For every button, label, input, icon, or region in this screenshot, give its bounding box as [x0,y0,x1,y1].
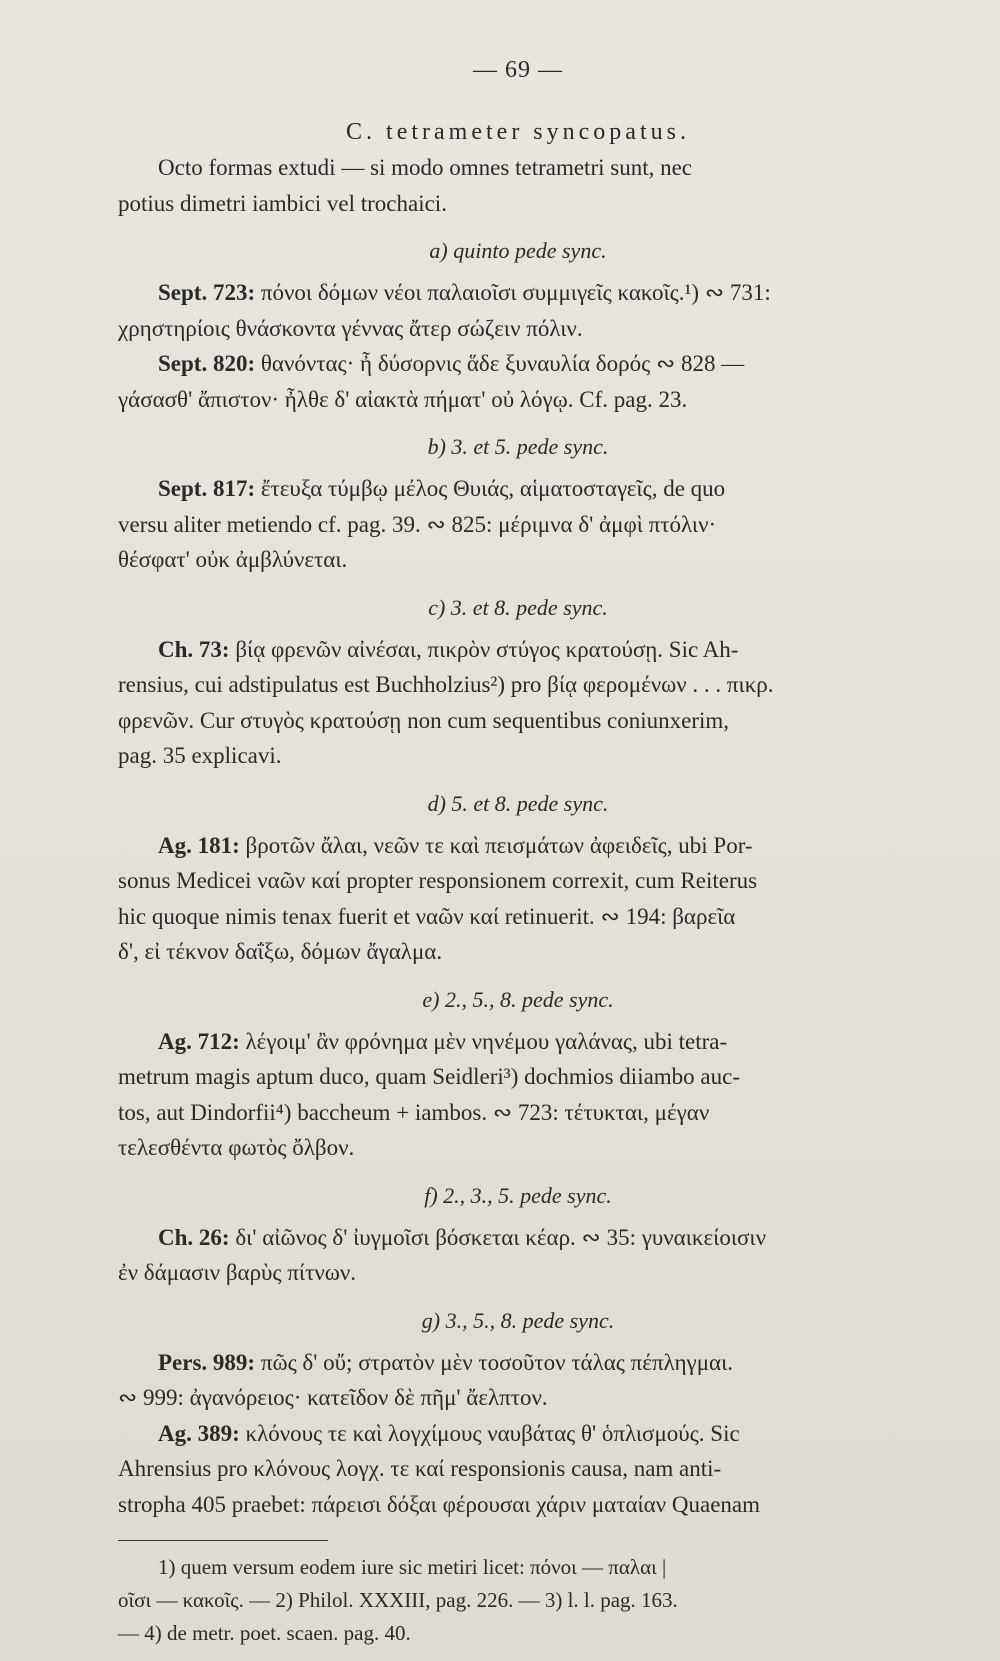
line-text: γάσασθ' ἄπιστον· ἦλθε δ' αἰακτὰ πήματ' οὐ λόγῳ. Cf. pag. 23. [118,386,688,412]
line-text: sonus Medicei ναῶν καί propter responsionem correxit, cum Reiterus [118,868,758,893]
text-line [118,703,918,739]
text-line [118,1220,918,1256]
verse-reference: Pers. 989: [158,1349,256,1375]
text-line [118,346,918,382]
line-text: πόνοι δόμων νέοι παλαιοῖσι συμμιγεῖς κακοῖς.¹) ∾ 731: [255,280,771,305]
text-line [118,1130,918,1166]
text-line [118,275,918,311]
text-line [118,667,918,703]
text-line [118,1095,918,1131]
subsection [118,1178,918,1291]
footnote-line: οῖσι — κακοῖς. — 2) Philol. XXXIII, pag. 226. — 3) l. l. pag. 163. [118,1588,678,1612]
line-text: ἐν δάμασιν βαρὺς πίτνων. [118,1260,357,1285]
text-line [118,1024,918,1060]
subsection [118,590,918,774]
line-text: βροτῶν ἄλαι, νεῶν τε καὶ πεισμάτων ἀφειδεῖς, ubi Por- [239,832,753,858]
line-text: βίᾳ φρενῶν αἰνέσαι, πικρὸν στύγος κρατούσῃ. Sic Ah- [229,636,739,662]
subsection [118,233,918,417]
page-text [118,50,918,1650]
text-line [118,382,918,418]
line-text: rensius, cui adstipulatus est Buchholzius²) pro βίᾳ φερομένων . . . πικρ. [118,672,774,697]
verse-reference: Sept. 723: [158,280,256,305]
text-line [118,632,918,668]
verse-reference: Ch. 73: [158,636,230,662]
subsection-heading: d) 5. et 8. pede sync. [427,790,609,816]
subsection [118,982,918,1166]
line-text: θέσφατ' οὐκ ἀμβλύνεται. [118,547,348,572]
subsection-heading: e) 2., 5., 8. pede sync. [422,986,614,1012]
text-line [118,1451,918,1487]
subsections [118,233,918,1522]
text-line [118,471,918,507]
subsection-heading: b) 3. et 5. pede sync. [427,434,609,459]
text-line [118,738,918,774]
subsection [118,786,918,970]
text-line [118,507,918,543]
subsection [118,1303,918,1523]
text-line [118,1416,918,1452]
line-text: metrum magis aptum duco, quam Seidleri³) dochmios diiambo auc- [118,1064,741,1089]
line-text: tos, aut Dindorfii⁴) baccheum + iambos. ∾ 723: τέτυκται, μέγαν [118,1099,710,1125]
text-line [118,828,918,864]
section-title: C. tetrameter syncopatus. [346,119,690,145]
line-text: pag. 35 explicavi. [118,743,282,768]
line-text: δ', εἰ τέκνον δαΐξω, δόμων ἄγαλμα. [118,939,443,964]
intro-line: Octo formas extudi — si modo omnes tetrametri sunt, nec [158,155,692,180]
line-text: χρηστηρίοις θνάσκοντα γέννας ἄτερ σώζειν πόλιν. [118,315,583,341]
line-text: ἔτευξα τύμβῳ μέλος Θυιάς, αἱματοσταγεῖς, de quo [255,476,726,501]
line-text: stropha 405 praebet: πάρεισι δόξαι φέρουσαι χάριν ματαίαν Quaenam [118,1491,761,1517]
page-number: — 69 — [473,57,563,83]
verse-reference: Ag. 389: [158,1420,240,1446]
line-text: φρενῶν. Cur στυγὸς κρατούσῃ non cum sequentibus coniunxerim, [118,707,730,733]
subsection-heading: a) quinto pede sync. [429,238,607,263]
verse-reference: Sept. 820: [158,351,256,376]
text-line [118,899,918,935]
subsection-heading: c) 3. et 8. pede sync. [428,594,608,620]
text-line [118,1487,918,1523]
subsection-heading: g) 3., 5., 8. pede sync. [421,1307,615,1333]
line-text: πῶς δ' οὔ; στρατὸν μὲν τοσοῦτον τάλας πέπληγμαι. [255,1349,734,1375]
text-line [118,1380,918,1416]
line-text: versu aliter metiendo cf. pag. 39. ∾ 825: μέριμνα δ' ἀμφὶ πτόλιν· [118,511,717,537]
line-text: hic quoque nimis tenax fuerit et ναῶν καί retinuerit. ∾ 194: βαρεῖα [118,903,736,929]
text-line [118,863,918,899]
subsection [118,429,918,578]
line-text: κλόνους τε καὶ λογχίμους ναυβάτας θ' ὁπλισμούς. Sic [239,1420,740,1446]
footnote-line: — 4) de metr. poet. scaen. pag. 40. [118,1621,411,1645]
text-line [118,1059,918,1095]
text-line [118,1255,918,1291]
line-text: δι' αἰῶνος δ' ἰυγμοῖσι βόσκεται κέαρ. ∾ 35: γυναικείοισιν [229,1224,767,1250]
verse-reference: Ch. 26: [158,1224,230,1250]
verse-reference: Ag. 181: [158,832,240,858]
verse-reference: Ag. 712: [158,1028,240,1054]
text-line [118,1345,918,1381]
footnote-rule [118,1540,328,1541]
footnotes [118,1551,918,1650]
intro-line: potius dimetri iambici vel trochaici. [118,190,447,216]
verse-reference: Sept. 817: [158,476,256,501]
intro-paragraph [118,150,918,221]
line-text: ∾ 999: ἀγανόρειος· κατεῖδον δὲ πῆμ' ἄελπτον. [118,1385,548,1410]
footnote-line: 1) quem versum eodem iure sic metiri licet: πόνοι — παλαι | [158,1555,667,1579]
line-text: λέγοιμ' ἂν φρόνημα μὲν νηνέμου γαλάνας, ubi tetra- [239,1028,728,1054]
line-text: θανόντας· ἦ δύσορνις ἅδε ξυναυλία δορός ∾ 828 — [255,351,745,376]
text-line [118,311,918,347]
line-text: τελεσθέντα φωτὸς ὄλβον. [118,1135,355,1160]
text-line [118,542,918,578]
text-line [118,934,918,970]
subsection-heading: f) 2., 3., 5. pede sync. [424,1182,612,1208]
line-text: Ahrensius pro κλόνους λογχ. τε καί responsionis causa, nam anti- [118,1456,722,1481]
